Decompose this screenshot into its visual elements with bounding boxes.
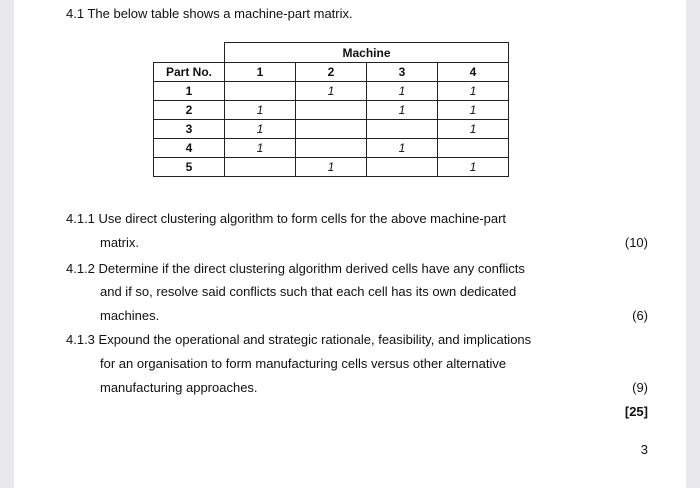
table-row (154, 82, 509, 101)
document-page (14, 0, 686, 488)
matrix-cell (225, 158, 296, 177)
matrix-cell: 1 (438, 101, 509, 120)
machine-header: Machine (225, 43, 509, 63)
intro-text: 4.1 The below table shows a machine-part matrix. (66, 6, 353, 21)
matrix-cell (367, 158, 438, 177)
matrix-cell: 1 (367, 139, 438, 158)
matrix-cell: 1 (225, 139, 296, 158)
machine-label: 4 (438, 63, 509, 82)
machine-part-matrix (153, 42, 509, 177)
matrix-cell (296, 139, 367, 158)
question-line: machines. (100, 308, 160, 323)
machine-label: 3 (367, 63, 438, 82)
table-row (154, 120, 509, 139)
question-line: for an organisation to form manufacturing cells versus other alternative (100, 356, 507, 371)
machine-label: 2 (296, 63, 367, 82)
matrix-cell: 1 (225, 120, 296, 139)
question-line: 4.1.1 Use direct clustering algorithm to form cells for the above machine-part (66, 211, 507, 226)
matrix-cell: 1 (296, 158, 367, 177)
part-number: 2 (154, 101, 225, 120)
part-number: 3 (154, 120, 225, 139)
page-number: 3 (640, 442, 648, 457)
matrix-cell (225, 82, 296, 101)
question-marks: (9) (632, 380, 648, 395)
question-line: and if so, resolve said conflicts such that each cell has its own dedicated (100, 284, 517, 299)
matrix-cell: 1 (296, 82, 367, 101)
matrix-cell (296, 120, 367, 139)
table-row (154, 101, 509, 120)
matrix-cell: 1 (438, 82, 509, 101)
matrix-cell (296, 101, 367, 120)
matrix-cell: 1 (367, 101, 438, 120)
part-number: 1 (154, 82, 225, 101)
question-marks: (6) (632, 308, 648, 323)
part-header: Part No. (154, 63, 225, 82)
matrix-cell: 1 (367, 82, 438, 101)
table-row (154, 158, 509, 177)
matrix-cell: 1 (438, 120, 509, 139)
question-line: 4.1.2 Determine if the direct clustering algorithm derived cells have any conflicts (66, 261, 525, 276)
matrix-cell: 1 (225, 101, 296, 120)
part-number: 4 (154, 139, 225, 158)
matrix-cell: 1 (438, 158, 509, 177)
total-marks: [25] (624, 404, 648, 419)
part-number: 5 (154, 158, 225, 177)
matrix-cell (438, 139, 509, 158)
question-line: matrix. (100, 235, 139, 250)
question-marks: (10) (624, 235, 648, 250)
question-line: manufacturing approaches. (100, 380, 258, 395)
machine-label: 1 (225, 63, 296, 82)
question-line: 4.1.3 Expound the operational and strategic rationale, feasibility, and implications (66, 332, 532, 347)
matrix-cell (367, 120, 438, 139)
table-row (154, 139, 509, 158)
